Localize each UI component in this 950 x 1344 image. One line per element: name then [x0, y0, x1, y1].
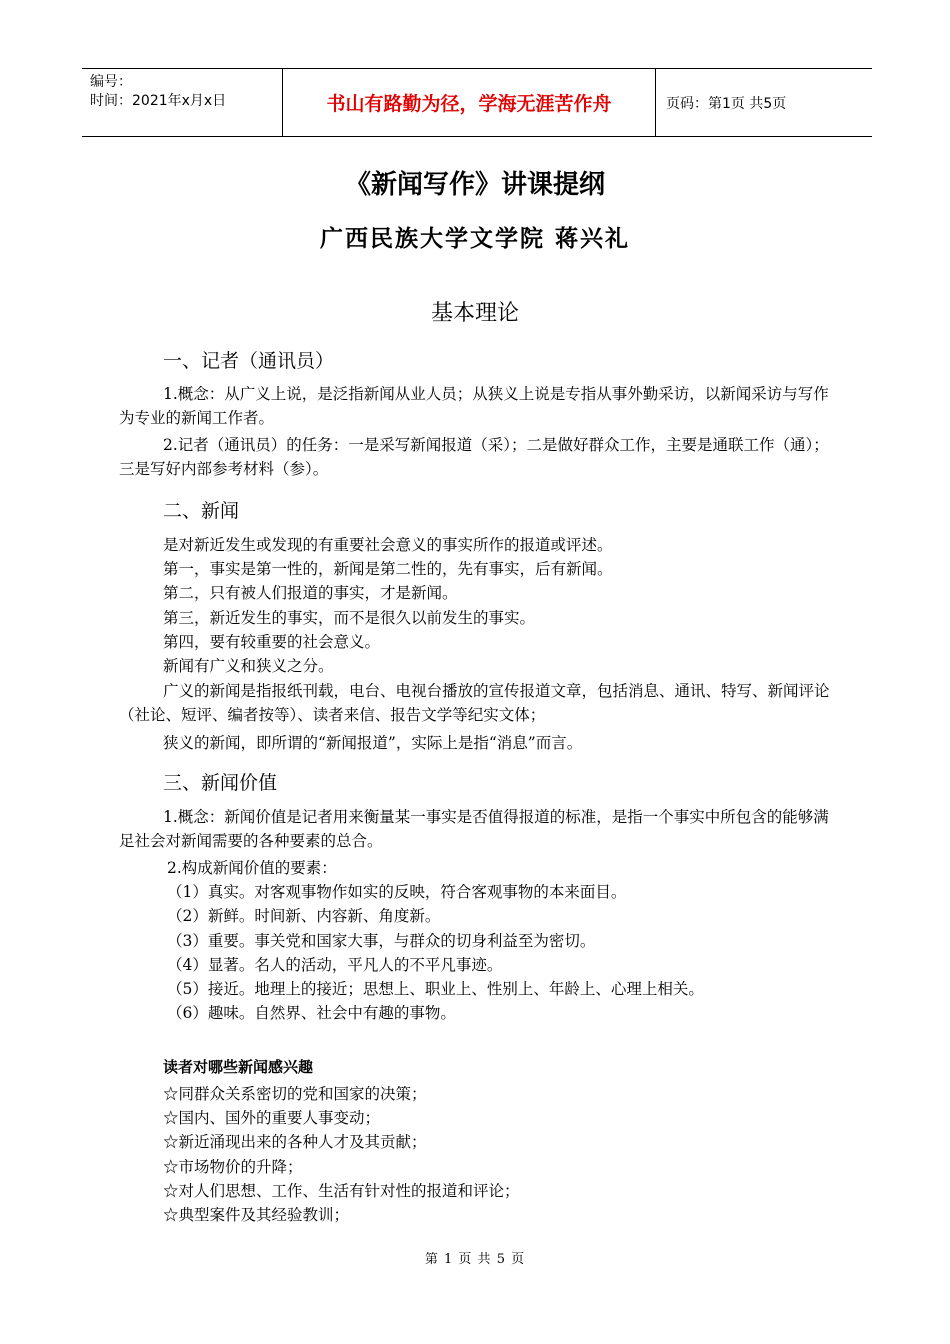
text-line: 是对新近发生或发现的有重要社会意义的事实所作的报道或评述。	[163, 536, 613, 554]
interest-title: 读者对哪些新闻感兴趣	[163, 1058, 314, 1076]
paragraph: 广义的新闻是指报纸刊载，电台、电视台播放的宣传报道文章，包括消息、通讯、特写、新闻评论（社论、短评、编者按等）、读者来信、报告文学等纪实文体；	[119, 682, 830, 724]
list-item: ☆对人们思想、工作、生活有针对性的报道和评论；	[163, 1181, 520, 1200]
heading-news: 二、新闻	[163, 500, 240, 522]
text-line: （5）接近。地理上的接近；思想上、职业上、性别上、年龄上、心理上相关。	[167, 980, 704, 999]
heading-reporter: 一、记者（通讯员）	[163, 350, 335, 372]
number-label: 编号：	[90, 74, 132, 90]
document-title: 《新闻写作》讲课提纲	[344, 170, 605, 200]
document-subtitle: 广西民族大学文学院 蒋兴礼	[319, 225, 630, 252]
paragraph: 2.记者（通讯员）的任务：一是采写新闻报道（采）；二是做好群众工作，主要是通联工作（通）；三是写好内部参考材料（参）。	[119, 436, 829, 478]
text-line: 第三，新近发生的事实，而不是很久以前发生的事实。	[163, 608, 536, 627]
header-meta	[82, 69, 283, 136]
list-item: ☆市场物价的升降；	[163, 1157, 303, 1176]
list-item: ☆国内、国外的重要人事变动；	[163, 1109, 381, 1128]
document-header	[82, 68, 872, 137]
paragraph: 1.概念：新闻价值是记者用来衡量某一事实是否值得报道的标准，是指一个事实中所包含的能够满足社会对新闻需要的各种要素的总合。	[119, 808, 829, 850]
paragraph: 1.概念：从广义上说，是泛指新闻从业人员；从狭义上说是专指从事外勤采访，以新闻采访与写作为专业的新闻工作者。	[119, 385, 829, 427]
page-footer: 第 1 页 共 5 页	[424, 1252, 526, 1267]
text-line: 2.构成新闻价值的要素：	[167, 859, 337, 877]
text-line: 第二，只有被人们报道的事实，才是新闻。	[163, 584, 458, 603]
motto: 书山有路勤为径，学海无涯苦作舟	[283, 69, 656, 136]
text-line: （3）重要。事关党和国家大事，与群众的切身利益至为密切。	[167, 931, 596, 950]
heading-news-value: 三、新闻价值	[163, 772, 278, 794]
list-item: ☆典型案件及其经验教训；	[163, 1206, 350, 1225]
text-line: 第一，事实是第一性的，新闻是第二性的，先有事实，后有新闻。	[163, 560, 613, 579]
news-value-lines	[167, 856, 857, 1025]
text-line: （2）新鲜。时间新、内容新、角度新。	[167, 907, 441, 926]
section-title: 基本理论	[430, 301, 519, 326]
interest-list	[163, 1082, 853, 1227]
time-label: 时间：2021年x月x日	[90, 93, 227, 109]
list-item: ☆新近涌现出来的各种人才及其贡献；	[163, 1133, 427, 1152]
text-line: （4）显著。名人的活动，平凡人的不平凡事迹。	[167, 955, 503, 974]
text-line: 狭义的新闻，即所谓的“新闻报道”，实际上是指“消息”而言。	[163, 734, 583, 752]
text-line: 第四，要有较重要的社会意义。	[163, 632, 381, 651]
page-label: 页码：第1页 共5页	[666, 95, 787, 112]
text-line: （1）真实。对客观事物作如实的反映，符合客观事物的本来面目。	[167, 883, 627, 902]
list-item: ☆同群众关系密切的党和国家的决策；	[163, 1085, 427, 1103]
text-line: 新闻有广义和狭义之分。	[163, 657, 334, 676]
news-lines	[163, 533, 853, 678]
text-line: （6）趣味。自然界、社会中有趣的事物。	[167, 1004, 456, 1023]
